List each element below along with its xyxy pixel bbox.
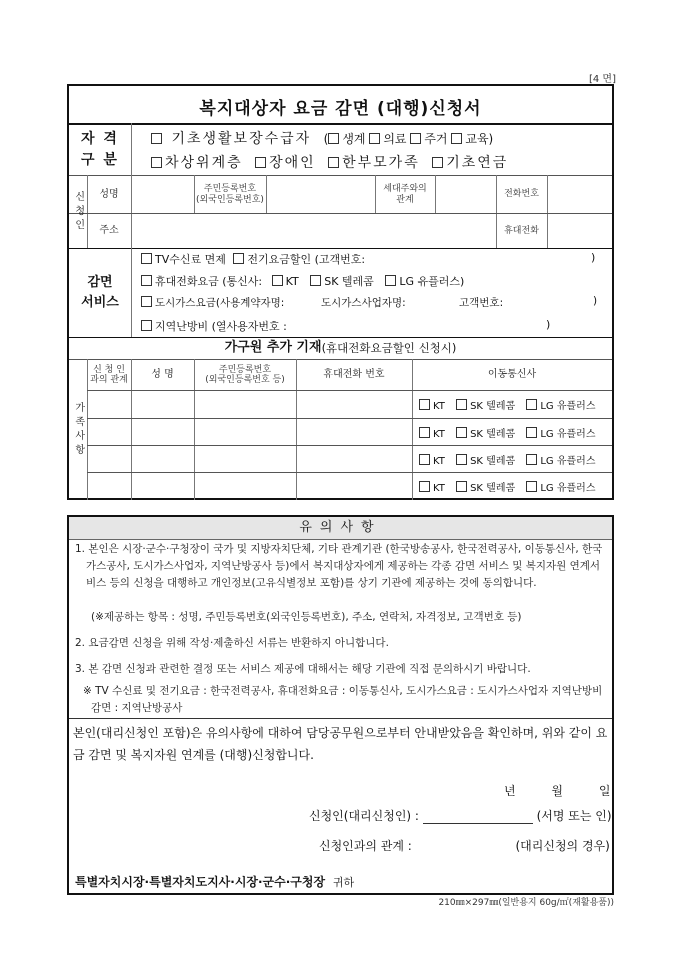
basic-pension-checkbox[interactable] — [432, 157, 443, 168]
notice-box — [67, 515, 614, 895]
disabled-checkbox[interactable] — [255, 157, 266, 168]
mobile-fee-checkbox[interactable] — [141, 275, 152, 286]
col-carrier-header: 이동통신사 — [487, 369, 537, 381]
single-parent-checkbox[interactable] — [328, 157, 339, 168]
household-heading: 가구원 추가 기재 (휴대전화요금할인 신청시) — [224, 340, 457, 356]
date-line: 년 월 일 — [504, 784, 611, 798]
declaration-text: 본인(대리신청인 포함)은 유의사항에 대하여 담당공무원으로부터 안내받았음을 확인하며, 위와 같이 요금 감면 및 복지자원 연계를 (대행)신청합니다. — [73, 726, 608, 762]
col-phone-header: 휴대전화 번호 — [323, 369, 385, 381]
notice-item-1-note: (※제공하는 항목 : 성명, 주민등록번호(외국인등록번호), 주소, 연락처, 자격정보, 고객번호 등) — [91, 611, 522, 623]
lg-checkbox[interactable] — [526, 454, 537, 465]
notice-item-4: ※ TV 수신료 및 전기요금 : 한국전력공사, 휴대전화요금 : 이동통신사, 도시가스요금 : 도시가스사업자 지역난방비감면 : 지역난방공사 — [83, 685, 603, 714]
housing-checkbox[interactable] — [410, 133, 421, 144]
applicant-address-field[interactable] — [131, 214, 496, 248]
qualification-row2: 차상위계층 장애인 한부모가족 기초연금 — [151, 152, 508, 172]
sk-checkbox[interactable] — [456, 454, 467, 465]
gas-checkbox[interactable] — [141, 296, 152, 307]
service-line-mobile: 휴대전화요금 (통신사: KT SK 텔레콤 LG 유플러스) — [141, 273, 464, 289]
table-row: KT SK 텔레콤 LG 유플러스 — [419, 452, 595, 467]
applicant-relation-field[interactable] — [435, 176, 496, 213]
recipient: 특별자치시장·특별자치도지사·시장·군수·구청장 귀하 — [75, 875, 355, 889]
heating-checkbox[interactable] — [141, 320, 152, 331]
kt-checkbox[interactable] — [419, 399, 430, 410]
applicant-id-field[interactable] — [266, 176, 375, 213]
mobile-kt-checkbox[interactable] — [272, 275, 283, 286]
col-relation-header: 신 청 인 과의 관계 — [90, 364, 128, 385]
notice-item-1: 1. 본인은 시장·군수·구청장이 국가 및 지방자치단체, 기타 관계기관 (한국방송공사, 한국전력공사, 이동통신사, 한국가스공사, 도시가스사업자, 지역난방공사 등)에서 복지대상자에게 제공하는 각종 감면 서비스 및 복지자원 연계서비스 등의 신청을 대행하고 개인정보(고유식별정보 포함)를 상기 기관에 제공하는 것에 동의합니다. — [75, 543, 603, 589]
sk-checkbox[interactable] — [456, 427, 467, 438]
applicant-address-label: 주소 — [99, 225, 119, 237]
education-checkbox[interactable] — [451, 133, 462, 144]
notice-item-2: 2. 요금감면 신청을 위해 작성·제출하신 서류는 반환하지 아니합니다. — [75, 637, 389, 649]
applicant-relation-label: 세대주와의 관계 — [383, 184, 427, 205]
kt-checkbox[interactable] — [419, 427, 430, 438]
medical-checkbox[interactable] — [369, 133, 380, 144]
relation-line: 신청인과의 관계 : (대리신청의 경우) — [319, 839, 610, 853]
applicant-label: 신청인 — [72, 191, 84, 233]
signer-line: 신청인(대리신청인) : (서명 또는 인) — [309, 809, 612, 823]
mobile-lg-checkbox[interactable] — [385, 275, 396, 286]
electric-checkbox[interactable] — [233, 253, 244, 264]
table-row: KT SK 텔레콤 LG 유플러스 — [419, 479, 595, 494]
sk-checkbox[interactable] — [456, 399, 467, 410]
qualification-label: 자 격 구 분 — [81, 131, 119, 168]
lg-checkbox[interactable] — [526, 427, 537, 438]
applicant-id-label: 주민등록번호 (외국인등록번호) — [196, 184, 264, 205]
signer-field[interactable] — [423, 809, 533, 824]
table-row: KT SK 텔레콤 LG 유플러스 — [419, 425, 595, 440]
service-line-tv-electric: TV수신료 면제 전기요금할인 (고객번호: ) — [141, 251, 365, 267]
service-label: 감면 서비스 — [81, 275, 119, 310]
applicant-name-label: 성명 — [99, 188, 119, 200]
notice-item-3: 3. 본 감면 신청과 관련한 결정 또는 서비스 제공에 대해서는 해당 기관에 직접 문의하시기 바랍니다. — [75, 663, 531, 675]
near-poverty-checkbox[interactable] — [151, 157, 162, 168]
sk-checkbox[interactable] — [456, 481, 467, 492]
applicant-phone-label: 전화번호 — [504, 189, 539, 200]
application-form — [67, 84, 614, 500]
applicant-name-field[interactable] — [131, 176, 194, 213]
service-line-gas: 도시가스요금(사용계약자명: 도시가스사업자명: 고객번호: ) — [141, 295, 606, 310]
kt-checkbox[interactable] — [419, 454, 430, 465]
kt-checkbox[interactable] — [419, 481, 430, 492]
lg-checkbox[interactable] — [526, 481, 537, 492]
basic-livelihood-checkbox[interactable] — [151, 133, 162, 144]
applicant-mobile-field[interactable] — [547, 214, 612, 248]
applicant-phone-field[interactable] — [547, 176, 612, 213]
table-row: KT SK 텔레콤 LG 유플러스 — [419, 397, 595, 412]
qualification-row1: 기초생활보장수급자 ( 생계 의료 주거 교육) — [151, 128, 493, 148]
lg-checkbox[interactable] — [526, 399, 537, 410]
service-line-heating: 지역난방비 (열사용자번호 : ) — [141, 318, 561, 334]
applicant-mobile-label: 휴대전화 — [504, 225, 539, 236]
col-id-header: 주민등록번호 (외국인등록번호 등) — [205, 364, 285, 385]
form-title: 복지대상자 요금 감면 (대행)신청서 — [199, 99, 482, 119]
mobile-sk-checkbox[interactable] — [310, 275, 321, 286]
tv-fee-checkbox[interactable] — [141, 253, 152, 264]
notice-title: 유의사항 — [69, 517, 612, 540]
family-side-label: 가족사항 — [72, 402, 84, 458]
paper-spec-footer: 210㎜×297㎜(일반용지 60g/㎡(재활용품)) — [438, 898, 614, 908]
livelihood-checkbox[interactable] — [328, 133, 339, 144]
page-number: [4 면] — [588, 74, 616, 85]
col-name-header: 성 명 — [151, 369, 174, 381]
